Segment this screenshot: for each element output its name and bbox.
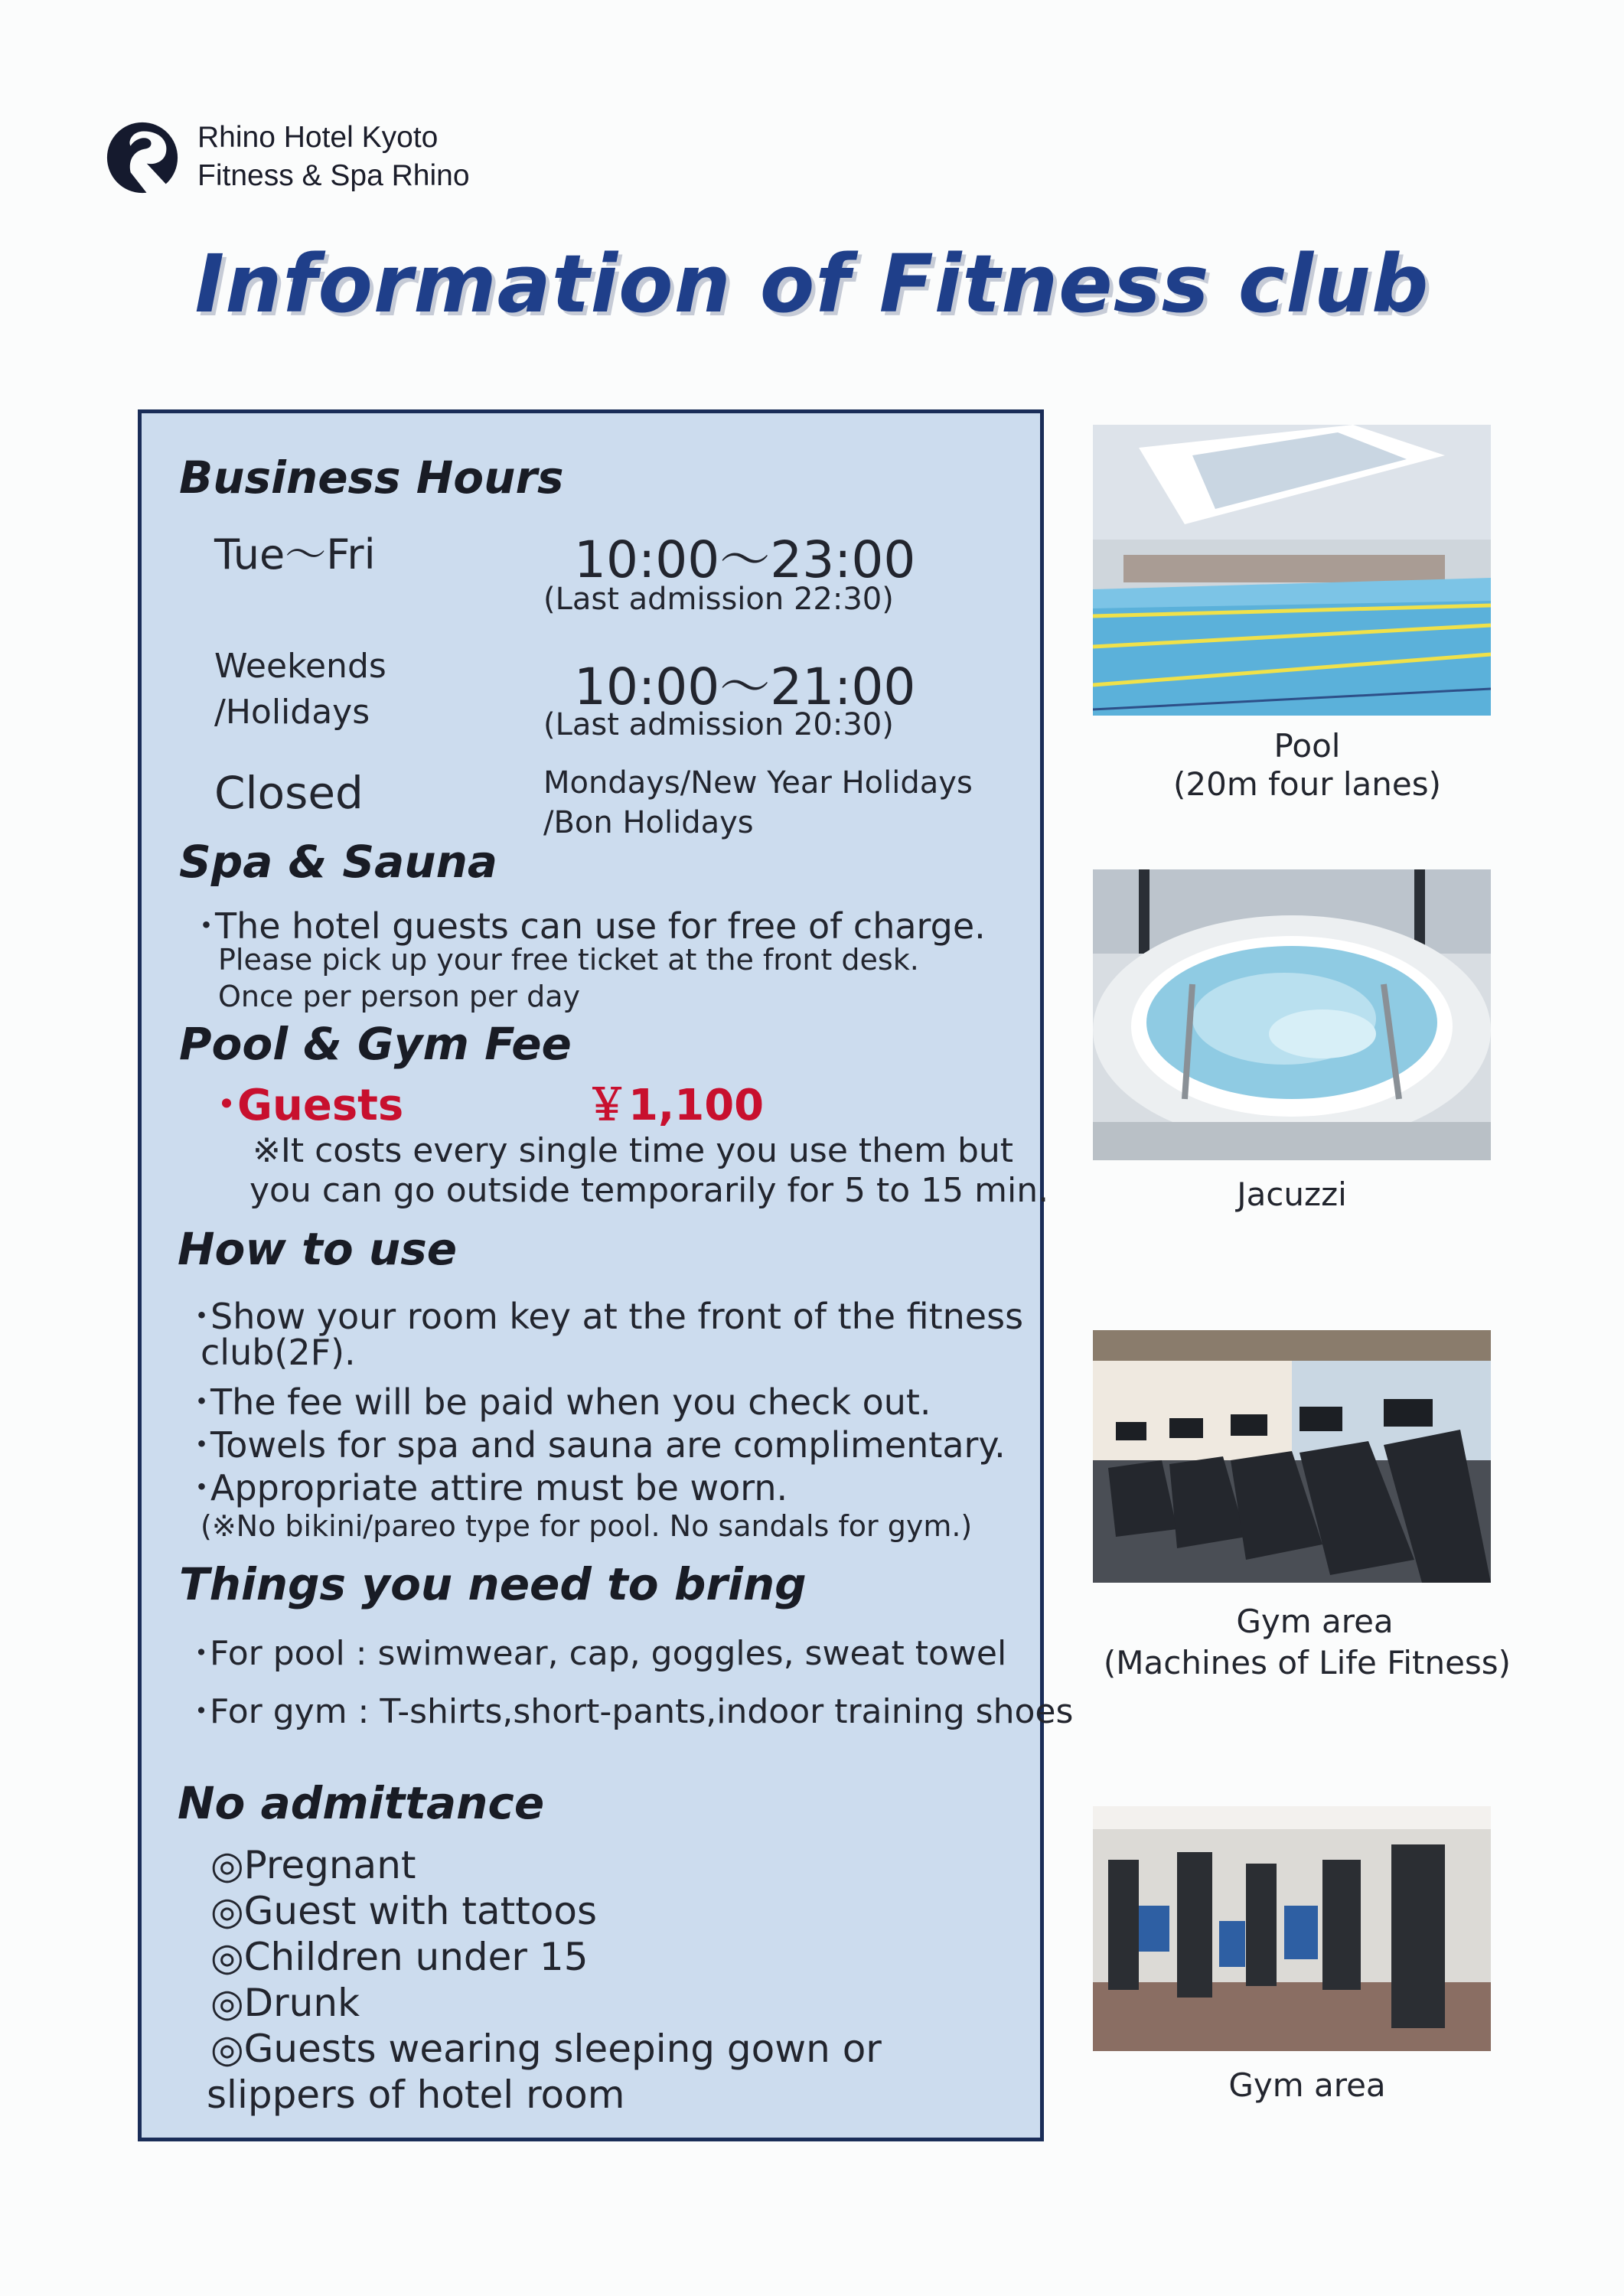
pool-photo: [1093, 425, 1491, 716]
how-line-5: ･Appropriate attire must be worn.: [193, 1467, 788, 1508]
no-admittance-item: ◎Pregnant: [210, 1843, 416, 1887]
fee-note-2: you can go outside temporarily for 5 to 15 min.: [249, 1171, 1049, 1210]
fee-price: ￥1,100: [585, 1081, 765, 1130]
pool-caption-detail: (20m four lanes): [1173, 765, 1441, 803]
hours-days-weekend-line1: Weekends: [214, 647, 386, 686]
how-line-2: club(2F).: [201, 1332, 356, 1373]
closed-days-line1: Mondays/New Year Holidays: [543, 765, 973, 801]
closed-label: Closed: [214, 767, 364, 819]
fee-heading: Pool & Gym Fee: [179, 1018, 572, 1070]
how-line-1: ･Show your room key at the front of the fitness: [193, 1296, 1024, 1337]
no-admittance-item-continued: slippers of hotel room: [207, 2073, 625, 2117]
gym-treadmill-caption-detail: (Machines of Life Fitness): [1103, 1644, 1511, 1681]
brand-name: Rhino Hotel Kyoto: [197, 121, 439, 154]
spa-heading: Spa & Sauna: [179, 836, 498, 888]
hours-time-weekend: 10:00～21:00: [574, 657, 916, 716]
bring-heading: Things you need to bring: [179, 1558, 807, 1610]
bring-pool: ･For pool : swimwear, cap, goggles, sweat towel: [193, 1634, 1007, 1673]
hours-note-weekend: (Last admission 20:30): [543, 707, 894, 742]
bring-gym: ･For gym : T-shirts,short-pants,indoor training shoes: [193, 1692, 1074, 1731]
no-admittance-heading: No admittance: [178, 1777, 545, 1829]
hours-time-weekday: 10:00～23:00: [574, 530, 916, 589]
pool-caption: Pool: [1273, 727, 1341, 765]
spa-line-2: Please pick up your free ticket at the front desk.: [218, 943, 919, 977]
gym-machines-photo: [1093, 1806, 1491, 2051]
how-line-4: ･Towels for spa and sauna are complimentary.: [193, 1424, 1006, 1466]
brand-subtitle: Fitness & Spa Rhino: [197, 159, 470, 192]
spa-line-1: ･The hotel guests can use for free of charge.: [197, 905, 986, 947]
no-admittance-item: ◎Guests wearing sleeping gown or: [210, 2027, 882, 2071]
how-line-3: ･The fee will be paid when you check out.: [193, 1381, 931, 1423]
hours-note-weekday: (Last admission 22:30): [543, 582, 894, 617]
spa-line-3: Once per person per day: [218, 980, 580, 1013]
hotel-logo: [106, 121, 179, 194]
closed-days-line2: /Bon Holidays: [543, 805, 754, 840]
gym-treadmill-photo: [1093, 1330, 1491, 1583]
how-to-use-heading: How to use: [178, 1223, 458, 1275]
gym-machines-caption: Gym area: [1228, 2066, 1386, 2104]
hours-days-weekday: Tue～Fri: [214, 530, 376, 579]
no-admittance-item: ◎Guest with tattoos: [210, 1889, 598, 1933]
no-admittance-item: ◎Children under 15: [210, 1935, 589, 1979]
hours-days-weekend-line2: /Holidays: [214, 693, 370, 732]
jacuzzi-photo: [1093, 869, 1491, 1160]
no-admittance-item: ◎Drunk: [210, 1981, 360, 2025]
how-line-6: (※No bikini/pareo type for pool. No sandals for gym.): [201, 1509, 973, 1543]
fee-guests-label: ･Guests: [216, 1081, 404, 1130]
business-hours-heading: Business Hours: [179, 452, 564, 504]
jacuzzi-caption: Jacuzzi: [1237, 1176, 1347, 1213]
page-title: Information of Fitness club: [194, 237, 1430, 331]
gym-treadmill-caption: Gym area: [1236, 1603, 1394, 1640]
fee-note-1: ※It costs every single time you use them but: [253, 1131, 1014, 1170]
